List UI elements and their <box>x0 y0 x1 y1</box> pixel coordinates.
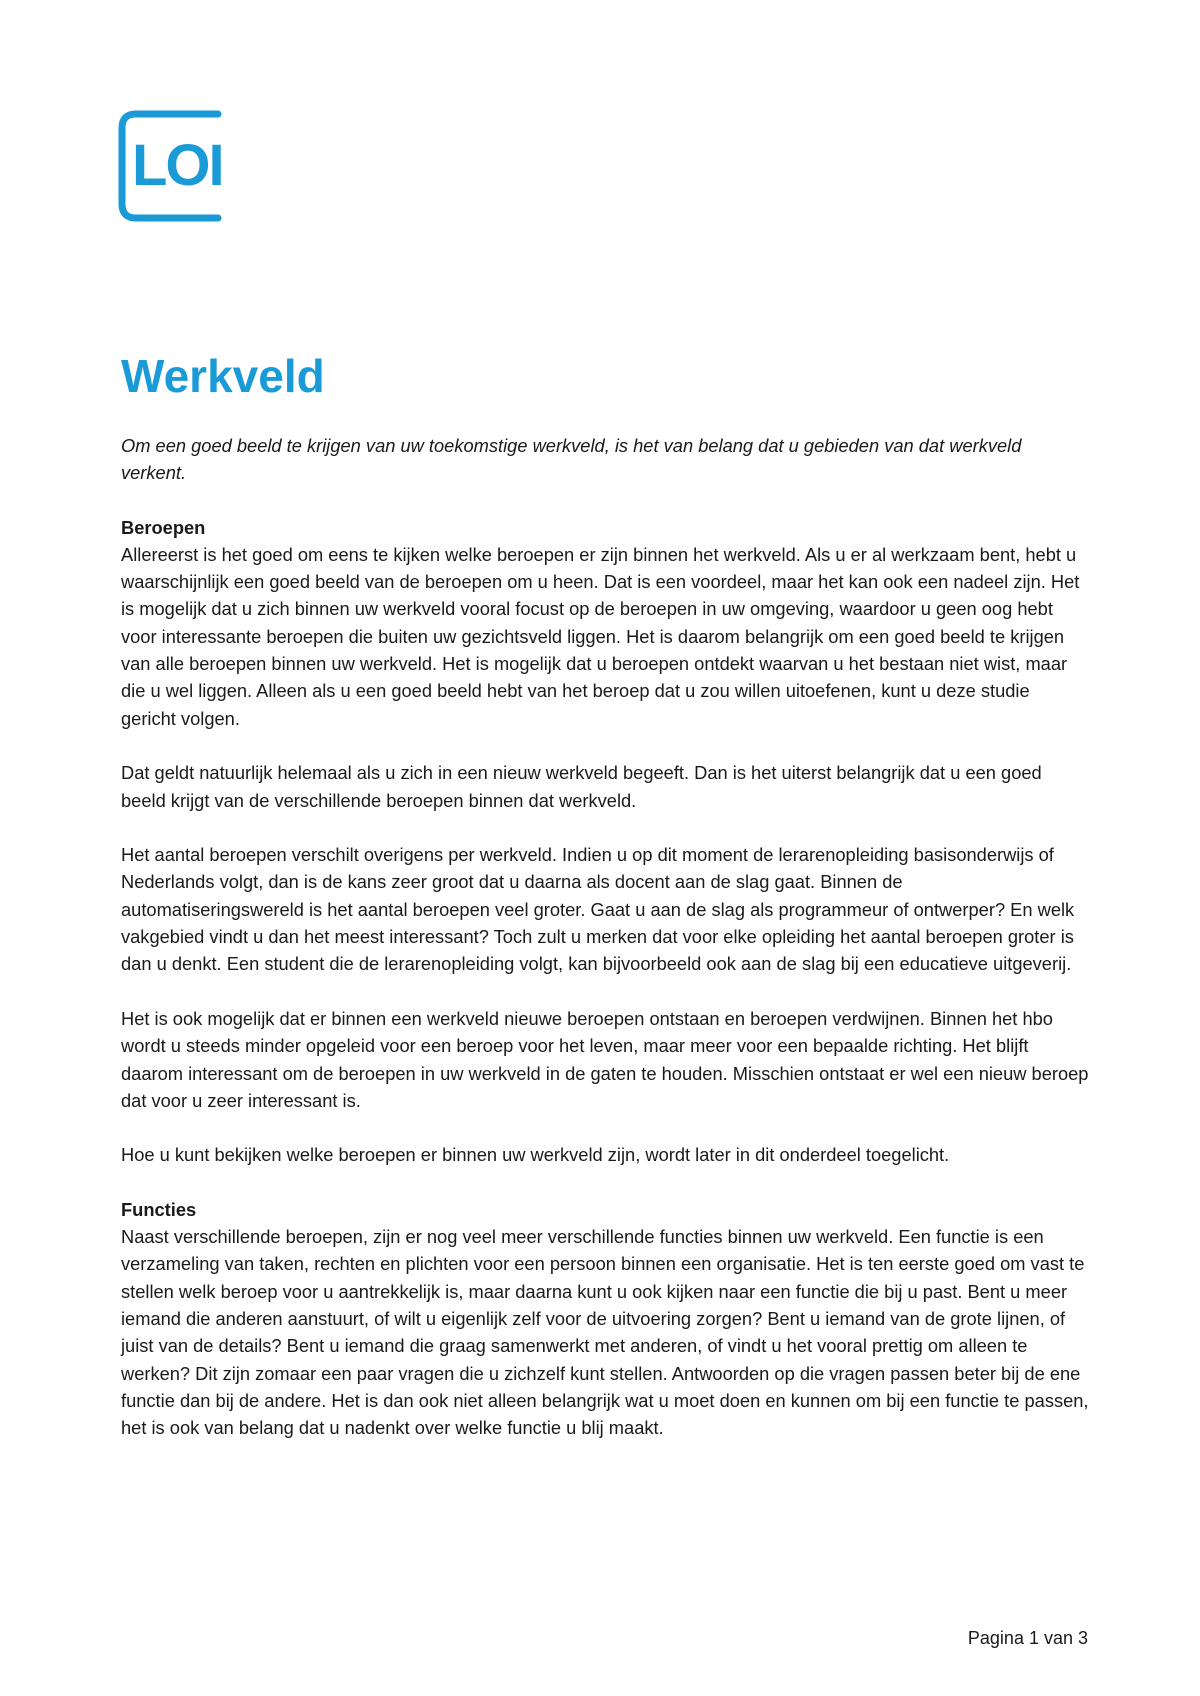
paragraph: Het aantal beroepen verschilt overigens per werkveld. Indien u op dit moment de lerarenopleiding basisonderwijs of Nederlands volgt, dan is de kans zeer groot dat u daarna als docent aan de slag gaat. Binnen de automatiseringswereld is het aantal beroepen veel groter. Gaat u aan de slag als programmeur of ontwerper? En welk vakgebied vindt u dan het meest interessant? Toch zult u merken dat voor elke opleiding het aantal beroepen groter is dan u denkt. Een student die de lerarenopleiding volgt, kan bijvoorbeeld ook aan de slag bij een educatieve uitgeverij. <box>121 844 1075 975</box>
section-heading: Functies <box>121 1198 197 1220</box>
paragraph: Allereerst is het goed om eens te kijken welke beroepen er zijn binnen het werkveld. Als u er al werkzaam bent, hebt u waarschijnlijk een goed beeld van de beroepen om u heen. Dat is een voordeel, maar het kan ook een nadeel zijn. Het is mogelijk dat u zich binnen uw werkveld vooral focust op de beroepen in uw omgeving, waardoor u geen oog hebt voor interessante beroepen die buiten uw gezichtsveld liggen. Het is daarom belangrijk om een goed beeld te krijgen van alle beroepen binnen uw werkveld. Het is mogelijk dat u beroepen ontdekt waarvan u het bestaan niet wist, maar die u wel liggen. Alleen als u een goed beeld hebt van het beroep dat u zou willen uitoefenen, kunt u deze studie gericht volgen. <box>121 543 1080 729</box>
section-heading: Beroepen <box>121 516 206 538</box>
document-body <box>121 348 1089 1441</box>
paragraph: Het is ook mogelijk dat er binnen een werkveld nieuwe beroepen ontstaan en beroepen verdwijnen. Binnen het hbo wordt u steeds minder opgeleid voor een beroep voor het leven, maar meer voor een bepaalde richting. Het blijft daarom interessant om de beroepen in uw werkveld in de gaten te houden. Misschien ontstaat er wel een nieuw beroep dat voor u zeer interessant is. <box>121 1007 1089 1111</box>
section-beroepen <box>121 514 1089 1169</box>
loi-logo <box>118 110 236 222</box>
page-title: Werkveld <box>121 350 325 402</box>
paragraph: Dat geldt natuurlijk helemaal als u zich in een nieuw werkveld begeeft. Dan is het uiterst belangrijk dat u een goed beeld krijgt van de verschillende beroepen binnen dat werkveld. <box>121 762 1042 811</box>
logo-text: LOI <box>132 133 223 198</box>
page-number: Pagina 1 van 3 <box>967 1628 1088 1648</box>
paragraph: Naast verschillende beroepen, zijn er nog veel meer verschillende functies binnen uw werkveld. Een functie is een verzameling van taken, rechten en plichten voor een persoon binnen een organisatie. Het is ten eerste goed om vast te stellen welk beroep voor u aantrekkelijk is, maar daarna kunt u ook kijken naar een functie die bij u past. Bent u meer iemand die anderen aanstuurt, of wilt u eigenlijk zelf voor de uitvoering zorgen? Bent u iemand van de grote lijnen, of juist van de details? Bent u iemand die graag samenwerkt met anderen, of vindt u het vooral prettig om alleen te werken? Dit zijn zomaar een paar vragen die u zichzelf kunt stellen. Antwoorden op die vragen passen beter bij de ene functie dan bij de andere. Het is dan ook niet alleen belangrijk wat u moet doen en kunnen om bij een functie te passen, het is ook van belang dat u nadenkt over welke functie u blij maakt. <box>121 1226 1089 1439</box>
section-functies <box>121 1196 1089 1442</box>
intro-text: Om een goed beeld te krijgen van uw toekomstige werkveld, is het van belang dat u gebieden van dat werkveld verkent. <box>121 435 1022 484</box>
paragraph: Hoe u kunt bekijken welke beroepen er binnen uw werkveld zijn, wordt later in dit onderdeel toegelicht. <box>121 1144 950 1166</box>
